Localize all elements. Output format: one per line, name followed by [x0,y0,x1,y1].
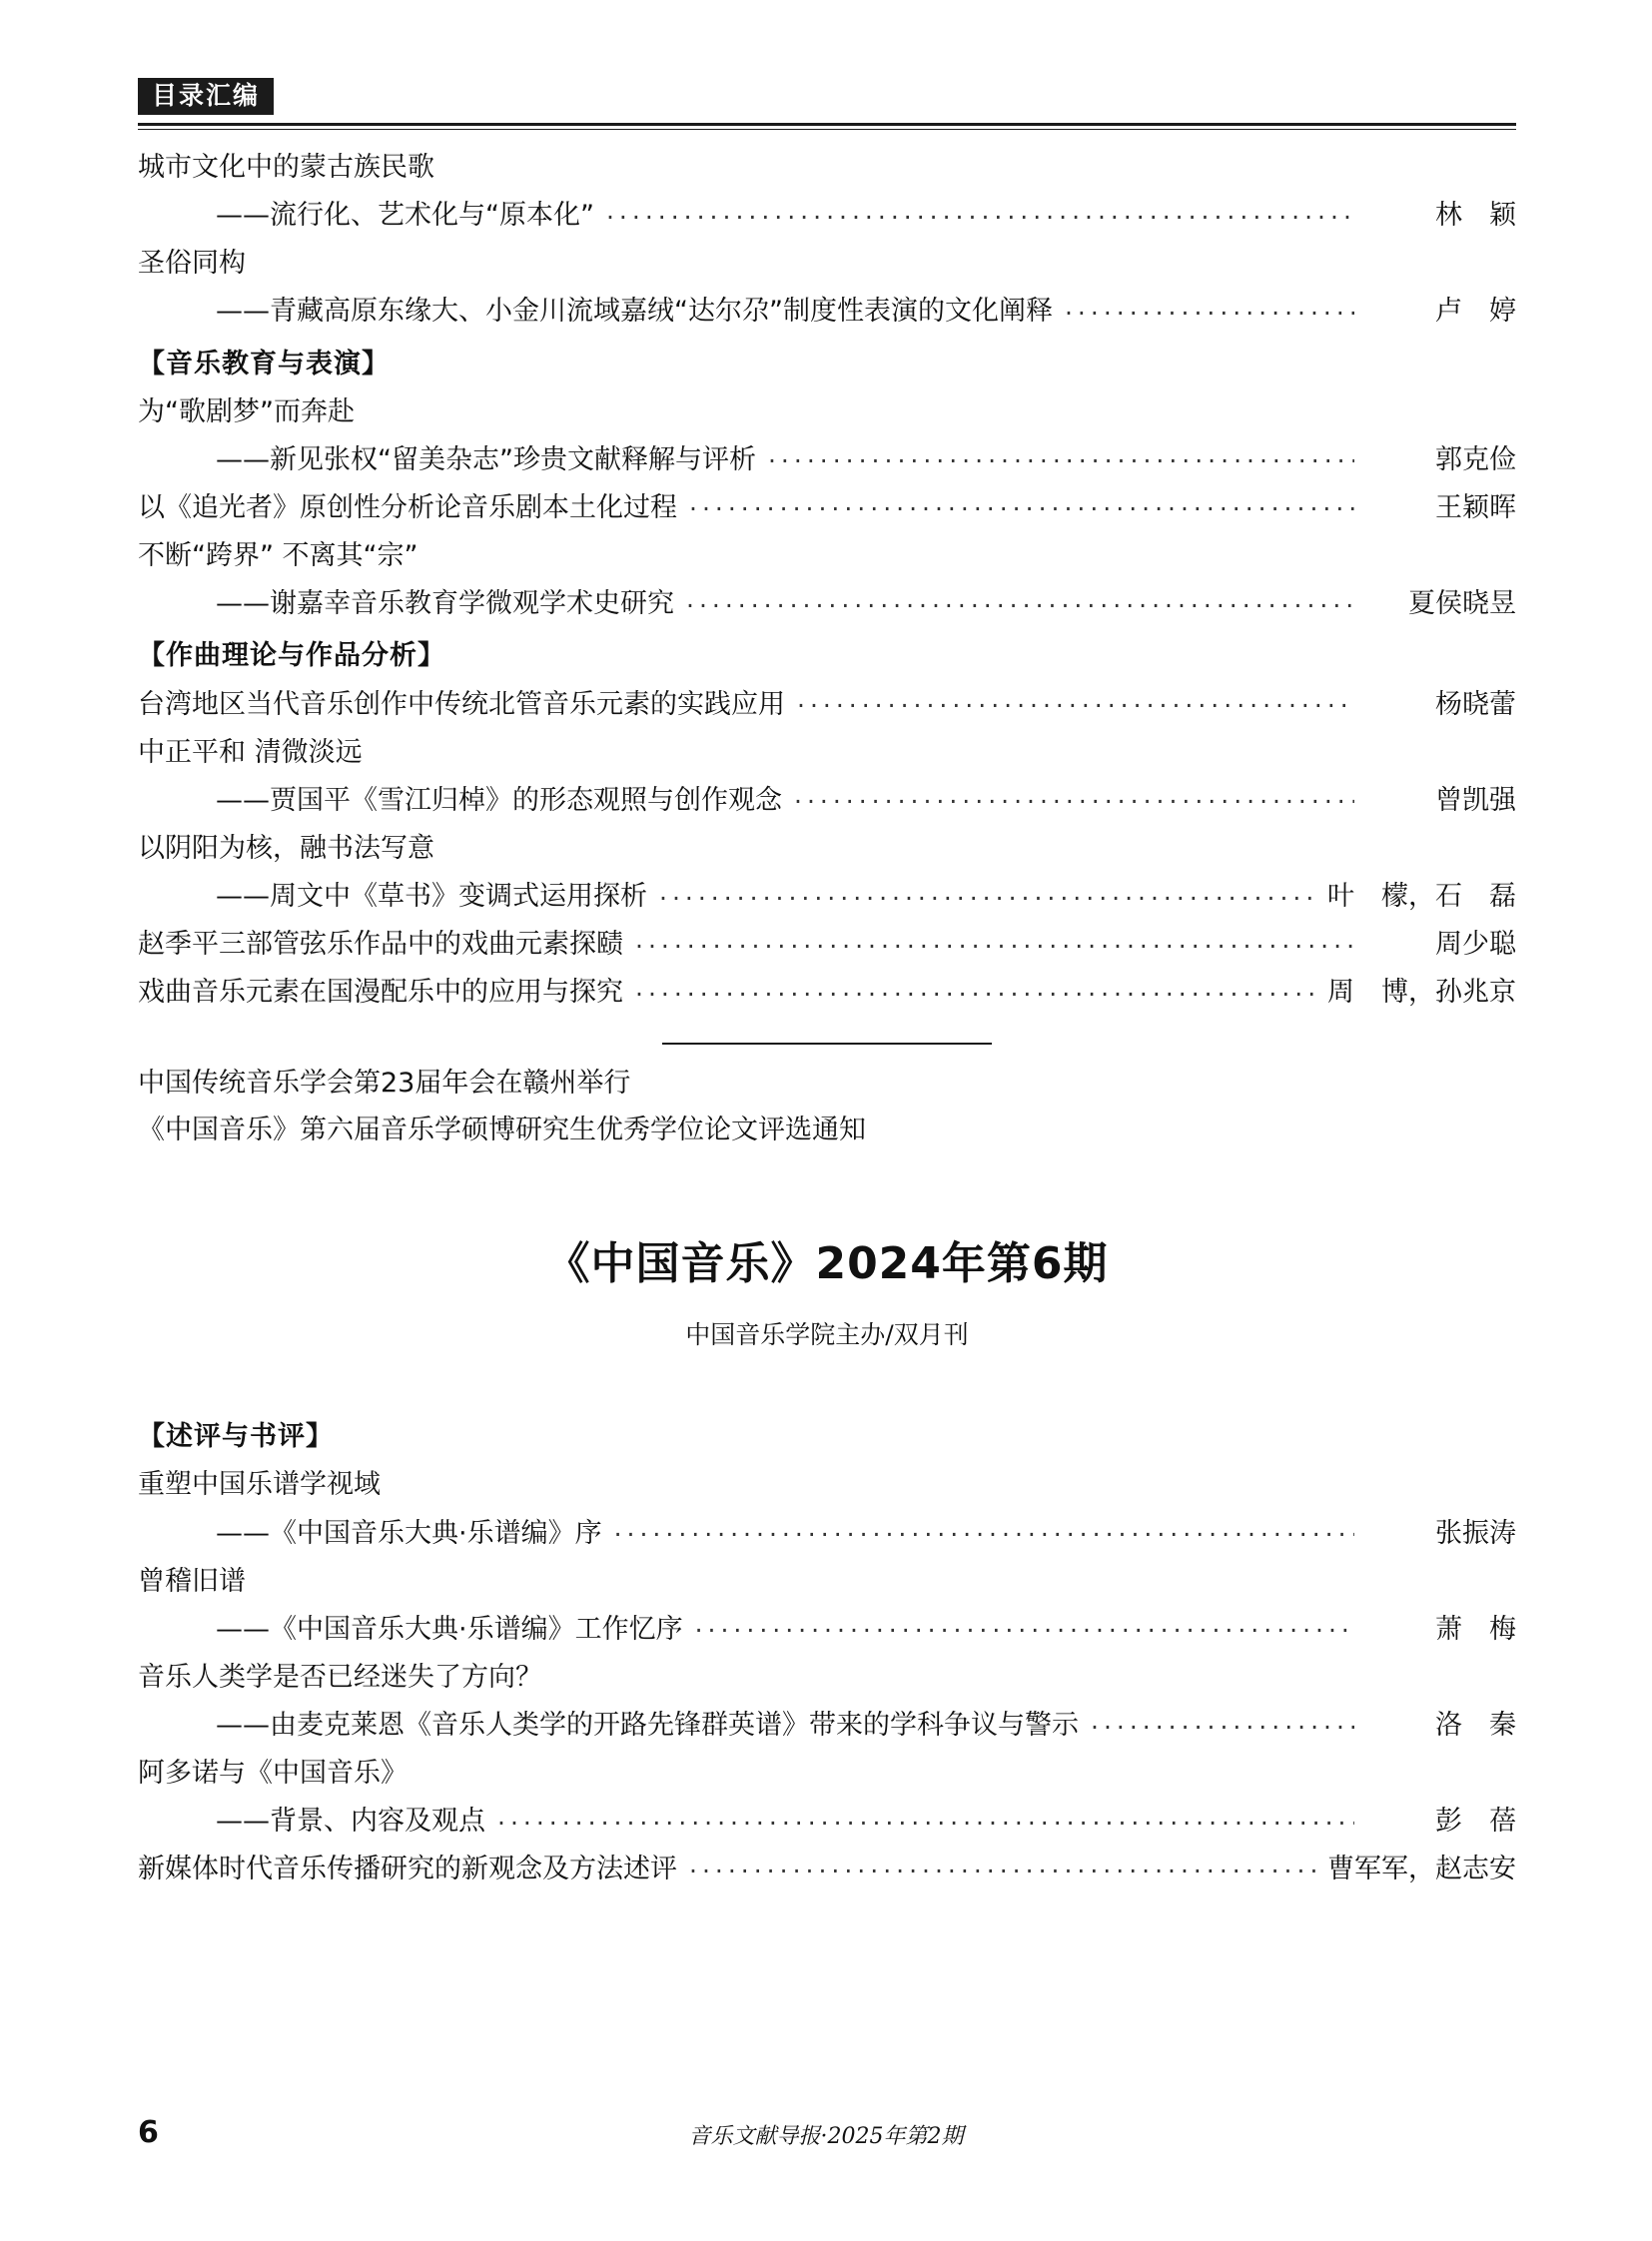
toc-entry-title: ——新见张权“留美杂志”珍贵文献释解与评析 [216,443,756,475]
toc-entry-author: 叶 檬，石 磊 [1327,881,1516,913]
toc-title-line: 圣俗同构 [138,248,246,280]
page-footer [138,2115,1514,2149]
toc-entry-author: 杨晓蕾 [1435,688,1516,720]
toc-entry-title: ——周文中《草书》变调式运用探析 [216,881,647,913]
toc-entry[interactable] [138,925,1516,964]
toc-entry-title: ——《中国音乐大典·乐谱编》序 [216,1517,602,1549]
toc-section-heading: 【述评与书评】 [138,1421,334,1453]
running-head-rule [138,123,1516,130]
toc-title-line: 重塑中国乐谱学视域 [138,1469,381,1501]
toc-entry[interactable] [138,877,1516,916]
dot-leader [614,1516,1354,1543]
toc-entry-title: 新媒体时代音乐传播研究的新观念及方法述评 [138,1854,677,1885]
toc-entry-author: 林 颖 [1435,200,1516,232]
toc-entry[interactable] [138,1850,1516,1888]
toc-title-line: 为“歌剧梦”而奔赴 [138,395,355,427]
toc-entry-title: 以《追光者》原创性分析论音乐剧本土化过程 [138,491,677,523]
toc-entry-title: ——贾国平《雪江归棹》的形态观照与创作观念 [216,784,782,816]
toc-entry[interactable] [138,488,1516,527]
dot-leader [794,783,1354,810]
toc-entry-author: 曾凯强 [1435,784,1516,816]
toc-entry-author: 曹军军，赵志安 [1327,1854,1516,1885]
toc-list-top [138,148,1516,1013]
journal-subtitle: 中国音乐学院主办/双月刊 [685,1320,969,1350]
toc-entry-title: ——流行化、艺术化与“原本化” [216,200,594,232]
toc-section-heading: 【作曲理论与作品分析】 [138,640,445,672]
notice-line: 中国传统音乐学会第23届年会在赣州举行 [138,1067,631,1099]
toc-entry[interactable] [138,973,1516,1012]
journal-heading [138,1227,1516,1351]
dot-leader [635,975,1315,1002]
toc-entry[interactable] [138,440,1516,479]
toc-entry-author: 张振涛 [1435,1517,1516,1549]
toc-list-bottom [138,1417,1516,1888]
running-head [138,78,1516,130]
toc-entry-title: 台湾地区当代音乐创作中传统北管音乐元素的实践应用 [138,688,785,720]
toc-entry-author: 洛 秦 [1435,1710,1516,1742]
toc-title-line: 城市文化中的蒙古族民歌 [138,152,434,183]
toc-title-line: 阿多诺与《中国音乐》 [138,1758,408,1790]
toc-entry[interactable] [138,584,1516,623]
dot-leader [768,442,1354,469]
toc-entry-title: ——谢嘉幸音乐教育学微观学术史研究 [216,588,674,620]
toc-entry-author: 萧 梅 [1435,1613,1516,1645]
toc-entry-author: 王颖晖 [1435,491,1516,523]
dot-leader [1091,1708,1354,1735]
toc-entry-title: ——《中国音乐大典·乐谱编》工作忆序 [216,1613,683,1645]
toc-section-heading: 【音乐教育与表演】 [138,348,390,379]
toc-entry[interactable] [138,1802,1516,1841]
toc-entry[interactable] [138,1706,1516,1745]
toc-title-line: 曾稽旧谱 [138,1565,246,1597]
toc-entry-author: 卢 婷 [1435,296,1516,328]
toc-entry-title: ——青藏高原东缘大、小金川流域嘉绒“达尔尕”制度性表演的文化阐释 [216,296,1053,328]
toc-entry[interactable] [138,781,1516,820]
toc-entry-title: ——背景、内容及观点 [216,1806,485,1838]
page-number: 6 [138,2115,159,2150]
toc-title-line: 中正平和 清微淡远 [138,736,363,768]
dot-leader [497,1804,1354,1831]
dot-leader [689,490,1354,517]
toc-entry-author: 周 博，孙兆京 [1327,977,1516,1009]
toc-title-line: 以阴阳为核，融书法写意 [138,832,434,864]
page-content [138,78,1516,1898]
toc-entry[interactable] [138,1610,1516,1649]
toc-entry[interactable] [138,196,1516,235]
journal-title: 《中国音乐》2024年第6期 [545,1238,1109,1290]
dot-leader [1065,294,1354,321]
toc-entry-author: 郭克俭 [1435,443,1516,475]
toc-entry[interactable] [138,1514,1516,1553]
notice-line: 《中国音乐》第六届音乐学硕博研究生优秀学位论文评选通知 [138,1115,866,1146]
dot-leader [686,586,1354,613]
dot-leader [659,879,1315,906]
toc-entry-title: 赵季平三部管弦乐作品中的戏曲元素探赜 [138,929,623,961]
dot-leader [635,927,1354,954]
section-divider [662,1043,992,1045]
toc-entry-title: ——由麦克莱恩《音乐人类学的开路先锋群英谱》带来的学科争议与警示 [216,1710,1079,1742]
toc-title-line: 不断“跨界” 不离其“宗” [138,540,418,572]
toc-entry-title: 戏曲音乐元素在国漫配乐中的应用与探究 [138,977,623,1009]
running-head-tag: 目录汇编 [138,78,274,115]
notice-list [138,1063,1516,1152]
dot-leader [606,198,1354,225]
footer-source: 音乐文献导报·2025年第2期 [688,2124,964,2149]
toc-entry[interactable] [138,292,1516,331]
dot-leader [689,1852,1315,1878]
toc-title-line: 音乐人类学是否已经迷失了方向？ [138,1661,542,1693]
toc-entry[interactable] [138,685,1516,724]
toc-entry-author: 彭 蓓 [1435,1806,1516,1838]
toc-entry-author: 周少聪 [1435,929,1516,961]
toc-entry-author: 夏侯晓昱 [1408,588,1516,620]
dot-leader [695,1612,1354,1639]
dot-leader [797,687,1354,714]
